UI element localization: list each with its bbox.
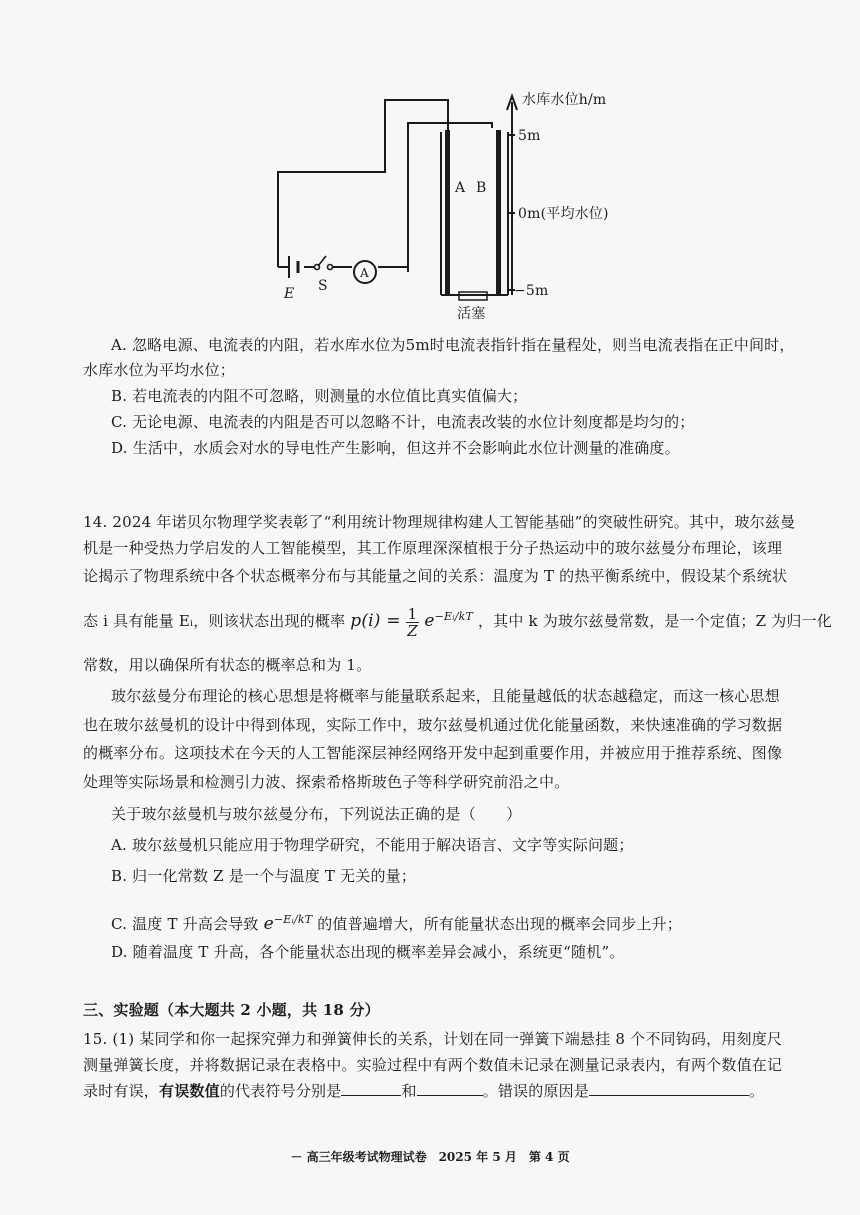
piston-label: 活塞: [457, 306, 486, 322]
q14-line2: 机是一种受热力学启发的人工智能模型，其工作原理深深植根于分子热运动中的玻尔兹曼分布理论，该理: [83, 539, 783, 557]
q15-line3-mid: 的代表符号分别是: [219, 1082, 342, 1100]
q14-option-b: B. 归一化常数 Z 是一个与温度 T 无关的量；: [111, 867, 417, 885]
source-label: E: [284, 286, 295, 302]
formula-fraction: [406, 606, 420, 639]
q15-line3-start: 录时有误，: [83, 1082, 160, 1100]
formula-e: e: [424, 611, 435, 631]
plate-b: [496, 130, 501, 295]
q13-option-a-line1: A. 忽略电源、电流表的内阻，若水库水位为5m时电流表指针指在量程处，则当电流表指在正中间时，: [111, 336, 795, 354]
q14-line4-start: 态 i 具有能量 Eᵢ，则该状态出现的概率: [83, 612, 346, 630]
plate-a-label: A: [455, 180, 466, 196]
option-c-e: e: [263, 914, 274, 934]
answer-blank-2[interactable]: [417, 1081, 483, 1096]
ammeter-label: A: [360, 266, 369, 280]
q15-line1: 15. (1) 某同学和你一起探究弹力和弹簧伸长的关系，计划在同一弹簧下端悬挂 8 个不同钩码，用刻度尺: [83, 1030, 783, 1048]
q15-bold-term: 有误数值: [159, 1082, 220, 1100]
formula-denominator: Z: [407, 621, 418, 640]
page-footer: － 高三年级考试物理试卷 2025 年 5 月 第 4 页: [290, 1150, 570, 1164]
tick-label-bottom: −5m: [514, 283, 549, 299]
section-title: 三、实验题（本大题共 2 小题，共 18 分）: [83, 1001, 380, 1019]
q15-and: 和: [401, 1082, 417, 1100]
q15-line3: [83, 1081, 764, 1101]
battery-icon: [289, 256, 298, 278]
wire-left: [278, 100, 448, 267]
q13-option-c: C. 无论电源、电流表的内阻是否可以忽略不计，电流表改装的水位计刻度都是均匀的；: [111, 413, 695, 431]
q13-option-d: D. 生活中，水质会对水的导电性产生影响，但这并不会影响此水位计测量的准确度。: [111, 439, 680, 457]
plate-b-label: B: [476, 180, 487, 196]
plate-a: [445, 130, 450, 295]
tick-label-mid: 0m(平均水位): [518, 206, 609, 222]
q14-para2-line1: 玻尔兹曼分布理论的核心思想是将概率与能量联系起来，且能量越低的状态越稳定，而这一核心思想: [111, 687, 780, 705]
q14-line4-end: ，其中 k 为玻尔兹曼常数，是一个定值；Z 为归一化: [477, 612, 833, 630]
answer-blank-3[interactable]: [589, 1081, 749, 1096]
q14-stem: 关于玻尔兹曼机与玻尔兹曼分布，下列说法正确的是（ ）: [111, 805, 522, 823]
q14-option-c-end: 的值普遍增大，所有能量状态出现的概率会同步上升；: [317, 915, 683, 933]
formula-numerator: 1: [407, 604, 418, 623]
q14-para2-line4: 处理等实际场景和检测引力波、探索希格斯玻色子等科学研究前沿之中。: [83, 773, 570, 791]
q14-option-d: D. 随着温度 T 升高，各个能量状态出现的概率差异会减小，系统更“随机”。: [111, 943, 625, 961]
switch-label: S: [318, 278, 328, 294]
q15-end: 。: [749, 1082, 765, 1100]
q13-option-a-line2: 水库水位为平均水位；: [83, 361, 236, 379]
q14-option-c: [111, 905, 682, 939]
tick-label-top: 5m: [518, 128, 541, 144]
option-c-exponent: −Eᵢ/kT: [273, 913, 313, 926]
answer-blank-1[interactable]: [341, 1081, 401, 1096]
switch-icon: [315, 256, 333, 270]
q14-para2-line3: 的概率分布。这项技术在今天的人工智能深层神经网络开发中起到重要作用，并被应用于推荐系统、图像: [83, 744, 783, 762]
q14-line4: [83, 602, 832, 639]
q14-para2-line2: 也在玻尔兹曼机的设计中得到体现，实际工作中，玻尔兹曼机通过优化能量函数，来快速准确的学习数据: [83, 716, 783, 734]
q14-line5: 常数，用以确保所有状态的概率总和为 1。: [83, 656, 372, 674]
formula-exponent: −Eᵢ/kT: [434, 610, 474, 623]
q14-option-c-start: C. 温度 T 升高会导致: [111, 915, 259, 933]
q13-option-b: B. 若电流表的内阻不可忽略，则测量的水位值比真实值偏大；: [111, 387, 528, 405]
q14-line3: 论揭示了物理系统中各个状态概率分布与其能量之间的关系：温度为 T 的热平衡系统中，假设某个系统状: [83, 567, 788, 585]
q15-line2: 测量弹簧长度，并将数据记录在表格中。实验过程中有两个数值未记录在测量记录表内，有两个数值在记: [83, 1056, 783, 1074]
q14-line1: 14. 2024 年诺贝尔物理学奖表彰了“利用统计物理规律构建人工智能基础”的突破性研究。其中，玻尔兹曼: [83, 513, 796, 531]
formula-lhs: p(i) =: [350, 611, 401, 631]
q15-reason-prompt: 。错误的原因是: [482, 1082, 590, 1100]
axis-label: 水库水位h/m: [522, 92, 607, 108]
q14-option-a: A. 玻尔兹曼机只能应用于物理学研究，不能用于解决语言、文字等实际问题；: [111, 836, 634, 854]
